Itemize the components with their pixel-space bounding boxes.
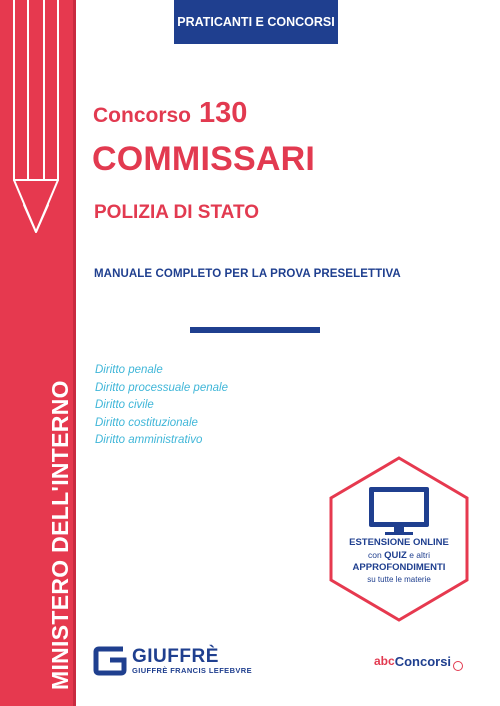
title-sub: POLIZIA DI STATO bbox=[94, 202, 260, 223]
red-spine bbox=[0, 0, 73, 706]
title-main: COMMISSARI bbox=[92, 140, 315, 178]
subtitle: MANUALE COMPLETO PER LA PROVA PRESELETTIVA bbox=[94, 268, 401, 280]
series-tag: PRATICANTI E CONCORSI bbox=[174, 0, 338, 44]
subject-item: Diritto civile bbox=[95, 399, 154, 411]
badge-line-3: APPROFONDIMENTI bbox=[352, 562, 446, 573]
badge-line-4: su tutte le materie bbox=[367, 575, 431, 584]
badge-line-1: ESTENSIONE ONLINE bbox=[349, 537, 449, 548]
divider-rule bbox=[190, 327, 320, 333]
spine-divider bbox=[73, 0, 76, 706]
imprint-mark-icon bbox=[453, 661, 463, 671]
subject-item: Diritto costituzionale bbox=[95, 416, 198, 429]
publisher-logo bbox=[93, 646, 252, 676]
title-prefix: Concorso bbox=[93, 104, 192, 127]
spine-title: MINISTERO DELL'INTERNO bbox=[47, 380, 73, 690]
giuffre-logo-icon bbox=[93, 646, 127, 676]
publisher-subname: GIUFFRÈ FRANCIS LEFEBVRE bbox=[132, 666, 253, 675]
imprint-prefix: abc bbox=[374, 654, 395, 668]
badge-line-2: con QUIZ e altri bbox=[368, 550, 430, 561]
title-number: 130 bbox=[199, 97, 248, 129]
imprint-logo bbox=[374, 651, 463, 671]
pencil-icon bbox=[0, 0, 73, 250]
online-extension-badge bbox=[327, 537, 471, 584]
subject-item: Diritto amministrativo bbox=[95, 434, 203, 446]
subject-item: Diritto processuale penale bbox=[95, 381, 228, 394]
subject-item: Diritto penale bbox=[95, 364, 163, 376]
publisher-name: GIUFFRÈ bbox=[132, 646, 219, 667]
imprint-name: Concorsi bbox=[394, 653, 452, 669]
title-line-1 bbox=[93, 97, 247, 130]
subjects-list bbox=[95, 362, 228, 450]
